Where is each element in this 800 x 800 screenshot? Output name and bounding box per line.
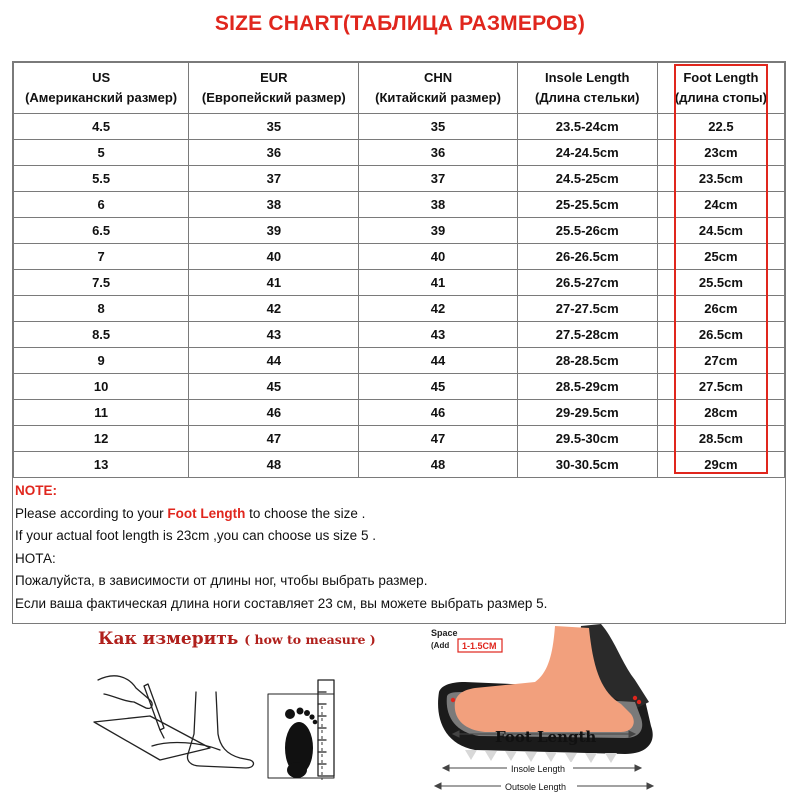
table-cell: 10 <box>14 374 189 400</box>
table-cell: 48 <box>189 452 359 478</box>
table-header-row <box>14 63 785 114</box>
foot-length-label: Foot Length <box>495 728 597 746</box>
table-cell: 4.5 <box>14 114 189 140</box>
table-cell: 13 <box>14 452 189 478</box>
pencil-icon <box>144 684 164 730</box>
table-cell: 47 <box>359 426 517 452</box>
table-row <box>14 322 785 348</box>
table-row <box>14 296 785 322</box>
table-cell: 40 <box>189 244 359 270</box>
table-cell: 27.5cm <box>657 374 784 400</box>
table-cell: 6.5 <box>14 218 189 244</box>
table-cell: 27-27.5cm <box>517 296 657 322</box>
table-row <box>14 114 785 140</box>
table-cell: 7.5 <box>14 270 189 296</box>
table-cell: 5 <box>14 140 189 166</box>
note-line-4: Пожалуйста, в зависимости от длины ног, чтобы выбрать размер. <box>15 573 428 588</box>
insole-length-label: Insole Length <box>511 764 566 774</box>
table-cell: 5.5 <box>14 166 189 192</box>
table-row <box>14 192 785 218</box>
add-label: (Add <box>431 641 450 650</box>
header-insole-length: Insole Length (Длина стельки) <box>517 63 657 114</box>
header-us: US (Американский размер) <box>14 63 189 114</box>
table-cell: 23.5-24cm <box>517 114 657 140</box>
table-cell: 7 <box>14 244 189 270</box>
note-line-2: If your actual foot length is 23cm ,you can choose us size 5 . <box>15 528 376 543</box>
table-cell: 38 <box>189 192 359 218</box>
table-cell: 42 <box>359 296 517 322</box>
table-cell: 6 <box>14 192 189 218</box>
table-cell: 36 <box>359 140 517 166</box>
table-cell: 23cm <box>657 140 784 166</box>
table-cell: 24-24.5cm <box>517 140 657 166</box>
table-cell: 28cm <box>657 400 784 426</box>
table-cell: 8.5 <box>14 322 189 348</box>
space-value: 1-1.5CM <box>462 641 497 651</box>
table-cell: 39 <box>189 218 359 244</box>
table-row <box>14 374 785 400</box>
table-cell: 39 <box>359 218 517 244</box>
table-cell: 29-29.5cm <box>517 400 657 426</box>
table-cell: 43 <box>359 322 517 348</box>
table-cell: 46 <box>189 400 359 426</box>
table-row <box>14 166 785 192</box>
note-label: NOTE: <box>15 483 57 498</box>
leg-outline <box>188 692 254 768</box>
table-cell: 27cm <box>657 348 784 374</box>
note-line-3: НОТА: <box>15 550 56 566</box>
shoe-diagram <box>425 622 665 794</box>
table-cell: 28-28.5cm <box>517 348 657 374</box>
table-cell: 26-26.5cm <box>517 244 657 270</box>
how-to-measure-title: Как измерить ( how to measure ) <box>98 629 376 649</box>
header-chn: CHN (Китайский размер) <box>359 63 517 114</box>
table-cell: 37 <box>189 166 359 192</box>
size-chart <box>12 61 786 624</box>
note-line-5: Если ваша фактическая длина ноги составляет 23 см, вы можете выбрать размер 5. <box>15 595 548 611</box>
table-cell: 38 <box>359 192 517 218</box>
table-cell: 42 <box>189 296 359 322</box>
note-section <box>13 478 785 623</box>
table-row <box>14 270 785 296</box>
header-foot-length: Foot Length (длина стопы) <box>657 63 784 114</box>
foot-length-highlight: Foot Length <box>167 505 246 521</box>
space-label: Space <box>431 628 458 638</box>
table-cell: 44 <box>359 348 517 374</box>
table-cell: 28.5-29cm <box>517 374 657 400</box>
table-cell: 26cm <box>657 296 784 322</box>
table-cell: 22.5 <box>657 114 784 140</box>
table-cell: 44 <box>189 348 359 374</box>
table-cell: 26.5cm <box>657 322 784 348</box>
table-row <box>14 140 785 166</box>
footprint-icon <box>285 708 317 779</box>
page-title: SIZE CHART(ТАБЛИЦА РАЗМЕРОВ) <box>214 12 586 35</box>
table-cell: 24.5cm <box>657 218 784 244</box>
table-cell: 24cm <box>657 192 784 218</box>
table-cell: 25cm <box>657 244 784 270</box>
table-cell: 29.5-30cm <box>517 426 657 452</box>
table-cell: 23.5cm <box>657 166 784 192</box>
table-cell: 36 <box>189 140 359 166</box>
table-row <box>14 244 785 270</box>
table-cell: 35 <box>359 114 517 140</box>
measure-illustration <box>90 650 350 790</box>
table-cell: 48 <box>359 452 517 478</box>
table-row <box>14 452 785 478</box>
table-cell: 26.5-27cm <box>517 270 657 296</box>
table-cell: 46 <box>359 400 517 426</box>
table-cell: 25-25.5cm <box>517 192 657 218</box>
hand-outline <box>98 676 152 709</box>
table-row <box>14 400 785 426</box>
table-row <box>14 218 785 244</box>
header-eur: EUR (Европейский размер) <box>189 63 359 114</box>
foot-outline <box>152 743 220 750</box>
table-cell: 45 <box>359 374 517 400</box>
table-cell: 24.5-25cm <box>517 166 657 192</box>
table-cell: 27.5-28cm <box>517 322 657 348</box>
table-cell: 43 <box>189 322 359 348</box>
size-table <box>13 62 785 478</box>
table-cell: 30-30.5cm <box>517 452 657 478</box>
table-cell: 12 <box>14 426 189 452</box>
table-cell: 40 <box>359 244 517 270</box>
table-cell: 45 <box>189 374 359 400</box>
table-cell: 9 <box>14 348 189 374</box>
table-row <box>14 426 785 452</box>
table-cell: 41 <box>189 270 359 296</box>
table-cell: 41 <box>359 270 517 296</box>
table-cell: 29cm <box>657 452 784 478</box>
table-cell: 35 <box>189 114 359 140</box>
table-row <box>14 348 785 374</box>
note-line-1: Please according to your Foot Length to choose the size . <box>15 505 366 521</box>
outsole-length-label: Outsole Length <box>505 782 567 792</box>
table-cell: 25.5cm <box>657 270 784 296</box>
table-cell: 11 <box>14 400 189 426</box>
table-cell: 25.5-26cm <box>517 218 657 244</box>
table-cell: 28.5cm <box>657 426 784 452</box>
table-cell: 47 <box>189 426 359 452</box>
table-cell: 8 <box>14 296 189 322</box>
table-cell: 37 <box>359 166 517 192</box>
